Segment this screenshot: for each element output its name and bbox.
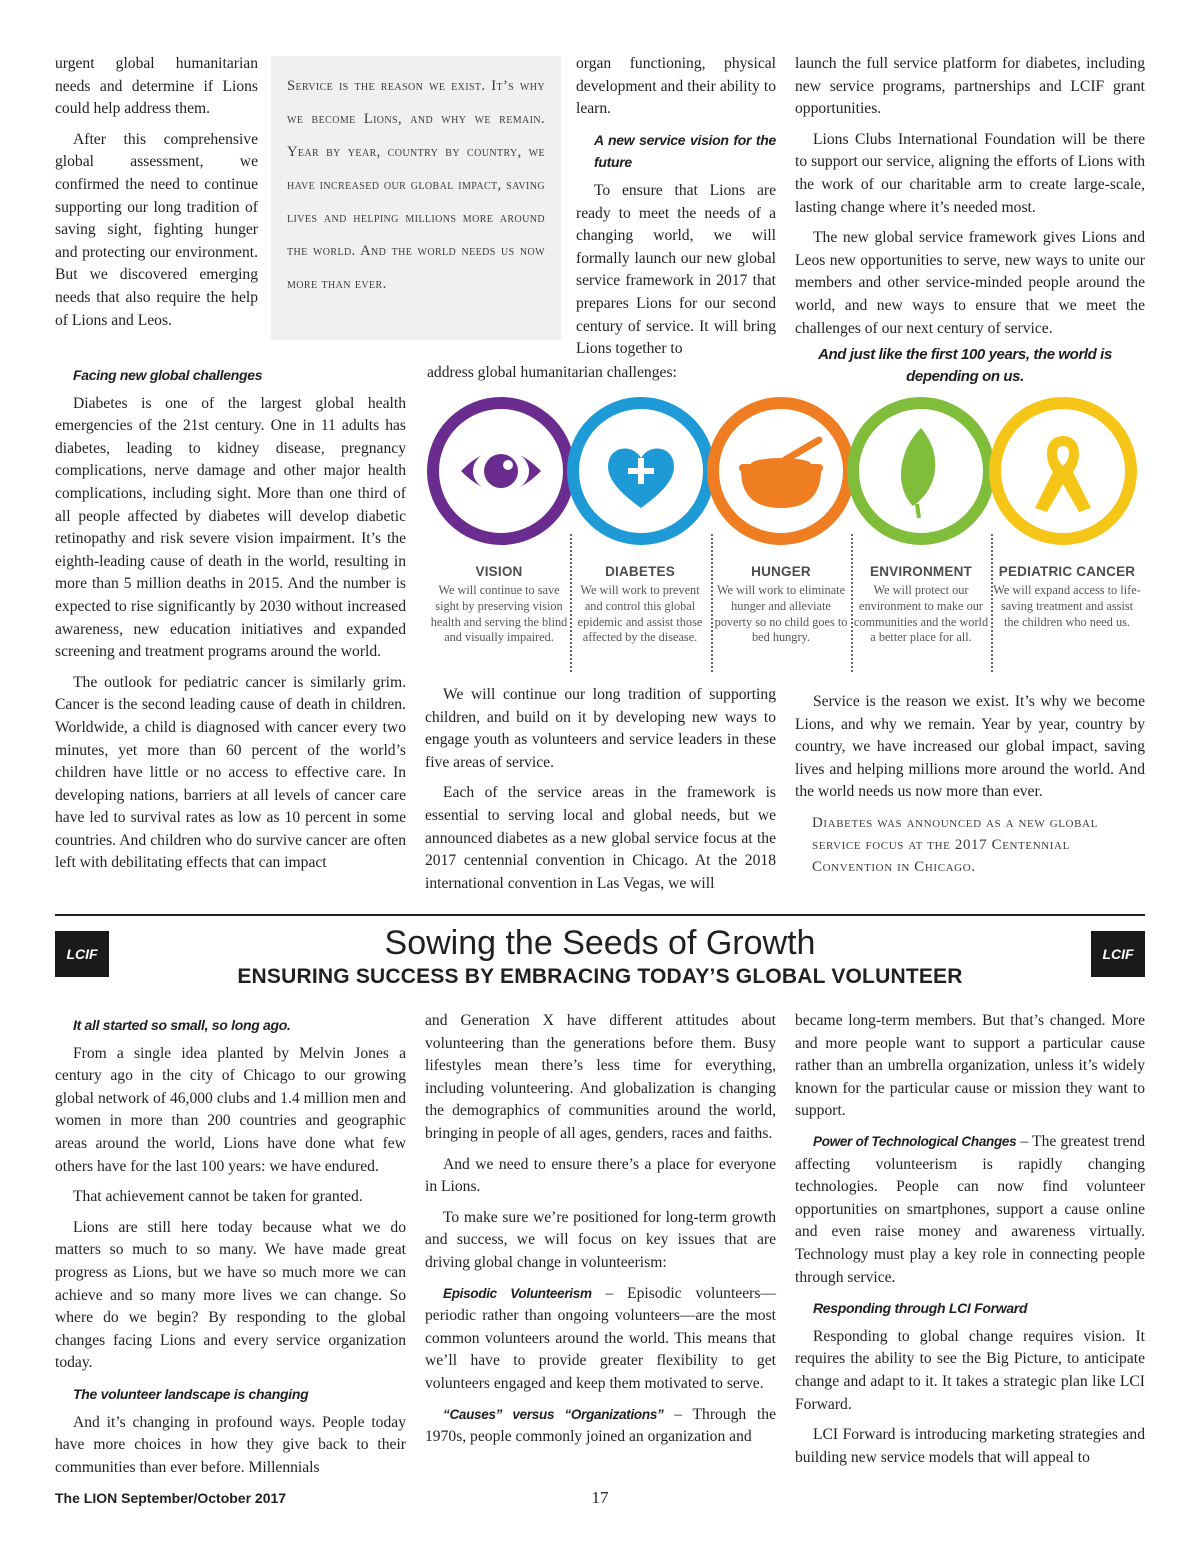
column-4-mid	[795, 691, 1145, 812]
section-heading: It all started so small, so long ago.	[73, 1017, 291, 1033]
paragraph: urgent global humanitarian needs and determine if Lions could help address them.	[55, 55, 258, 118]
paragraph: To make sure we’re positioned for long-term growth and success, we will focus on key issues that are driving global change in volunteerism:	[425, 1208, 776, 1271]
section-heading: Facing new global challenges	[73, 367, 263, 383]
service-area-name: VISION	[475, 564, 523, 579]
paragraph: and Generation X have different attitudes about volunteering than the generations before them. Busy lifestyles mean there’s less time for everything, including volunteering. And globalization is changing the demographics of communities around the world, bringing in people of all ages, genders, races and faiths.	[425, 1012, 776, 1142]
service-area-name: HUNGER	[751, 564, 811, 579]
lead-in: Power of Technological Changes	[813, 1133, 1017, 1149]
service-area-description: We will work to prevent and control this global epidemic and assist those affected by the disease.	[577, 583, 703, 645]
service-area-pediatric-cancer	[993, 564, 1141, 630]
paragraph: organ functioning, physical development and their ability to learn.	[576, 55, 776, 118]
paragraph-text: – The greatest trend affecting volunteerism is rapidly changing technologies. People can now find volunteer opportunities on smartphones, support a cause online and even raise money and awareness virtually. Technology must play a key role in connecting people through service.	[795, 1132, 1145, 1286]
paragraph-text: – Episodic volunteers—periodic rather than ongoing volunteers—are the most common volunteers around the world. This means that we’ll have to provide greater flexibility to get volunteers engaged and keep them motivated to serve.	[425, 1284, 776, 1392]
paragraph: The new global service framework gives Lions and Leos new opportunities to serve, new ways to unite our members and other service-minded people around the world, and new ways to ensure that we meet the challenges of our next century of service.	[795, 229, 1145, 337]
paragraph	[425, 1283, 776, 1396]
lcif-badge: LCIF	[1091, 931, 1145, 977]
section-heading: The volunteer landscape is changing	[73, 1385, 309, 1402]
service-area-description: We will work to eliminate hunger and alleviate poverty so no child goes to bed hungry.	[714, 583, 848, 645]
paragraph: Lions Clubs International Foundation will be there to support our service, aligning the efforts of Lions with the work of our charitable arm to create large-scale, lasting change where it’s needed most.	[795, 130, 1145, 216]
paragraph: From a single idea planted by Melvin Jones a century ago in the city of Chicago to our growing global network of 46,000 clubs and 1.4 million men and women in more than 200 countries and geographic areas around the world, Lions have done what few others have for the last 100 years: we have endured.	[55, 1044, 406, 1175]
pull-quote: Diabetes was announced as a new global service focus at the 2017 Centennial Convention in Chicago.	[812, 815, 1098, 875]
paragraph: That achievement cannot be taken for granted.	[73, 1188, 363, 1206]
column-3-continuation	[427, 362, 727, 393]
section-rule	[55, 914, 1145, 916]
column-a	[55, 1010, 406, 1487]
paragraph: The outlook for pediatric cancer is similarly grim. Cancer is the second leading cause of death in children. Worldwide, a child is diagnosed with cancer every two minutes, yet more than 60 percent of the world’s children have little or no access to effective care. In developing nations, barriers at all levels of cancer care have led to survival rates as low as 10 percent in some countries. And children who do survive cancer are often left with debilitating effects that can impact	[55, 673, 406, 872]
service-area-name: PEDIATRIC CANCER	[998, 564, 1136, 579]
section-heading: A new service vision for the future	[594, 131, 776, 171]
page-number: 17	[591, 1488, 609, 1507]
service-area-name: ENVIRONMENT	[870, 564, 972, 579]
pull-quote: Service is the reason we exist. It’s why we become Lions, and why we remain. Year by year, country by country, we have increased our global impact, saving lives and helping millions more around the world. And the world needs us now more than ever.	[271, 56, 561, 340]
article-subtitle: ENSURING SUCCESS BY EMBRACING TODAY’S GLOBAL VOLUNTEER	[237, 965, 963, 988]
service-area-vision	[430, 564, 568, 646]
column-3-top	[576, 53, 776, 361]
paragraph: Lions are still here today because what we do matters so much to so many. We have made great progress as Lions, but we have so much more we can achieve and so many more lives we can change. So where do we begin? By responding to the global changes facing Lions and every service organization today.	[55, 1218, 406, 1372]
paragraph: We will continue our long tradition of supporting children, and build on it by developing new ways to engage youth as volunteers and service leaders in these five areas of service.	[425, 686, 776, 771]
paragraph: launch the full service platform for diabetes, including new service programs, partnerships and LCIF grant opportunities.	[795, 55, 1145, 118]
service-areas-infographic	[427, 392, 1143, 682]
service-area-diabetes	[571, 564, 709, 646]
lead-in: “Causes” versus “Organizations”	[443, 1406, 664, 1422]
article-title: Sowing the Seeds of Growth	[384, 924, 816, 962]
service-area-environment	[852, 564, 990, 646]
service-area-name: DIABETES	[605, 564, 675, 579]
paragraph: Responding to global change requires vision. It requires the ability to see the Big Picture, to anticipate change and adapt to it. It takes a strategic plan like LCI Forward.	[795, 1327, 1145, 1413]
paragraph	[795, 1131, 1145, 1289]
service-areas-circles	[427, 392, 1143, 552]
column-1-lower	[55, 360, 406, 883]
paragraph: LCI Forward is introducing marketing strategies and building new service models that will appeal to	[795, 1426, 1145, 1466]
column-c	[795, 1010, 1145, 1477]
paragraph: After this comprehensive global assessment, we confirmed the need to continue supporting our long tradition of saving sight, fighting hunger and protecting our environment. But we discovered emerging needs that also require the help of Lions and Leos.	[55, 130, 258, 329]
paragraph: And we need to ensure there’s a place for everyone in Lions.	[425, 1155, 776, 1196]
service-area-description: We will expand access to life-saving treatment and assist the children who need us.	[993, 583, 1141, 629]
paragraph: became long-term members. But that’s changed. More and more people want to support a particular cause rather than an umbrella organization, unless it’s widely known for the particular cause or mission they want to support.	[795, 1012, 1145, 1120]
paragraph: Service is the reason we exist. It’s why we become Lions, and why we remain. Year by year, country by country, we have increased our global impact, saving lives and helping millions more around the world. And the world needs us now more than ever.	[795, 693, 1145, 801]
paragraph: Diabetes is one of the largest global health emergencies of the 21st century. One in 11 adults has diabetes, leading to kidney disease, pregnancy complications, nerve damage and other major health complications, including sight. More than one third of all people affected by diabetes will develop diabetic retinopathy and risk severe vision impairment. It’s the eighth-leading cause of death in the world, resulting in more than 5 million deaths in 2015. And the number is expected to rise significantly by 2030 without increased awareness, new education initiatives and expanded screening and treatment programs around the world.	[55, 394, 406, 661]
paragraph: address global humanitarian challenges:	[427, 364, 677, 381]
paragraph-text: – Through the 1970s, people commonly joined an organization and	[425, 1405, 776, 1446]
publication-footer: The LION September/October 2017	[55, 1490, 287, 1506]
lcif-badge: LCIF	[55, 931, 109, 977]
service-area-hunger	[712, 564, 850, 646]
paragraph: To ensure that Lions are ready to meet the needs of a changing world, we will formally launch our new global service framework in 2017 that prepares Lions for our second century of service. It will bring Lions together to	[576, 181, 776, 358]
paragraph: Each of the service areas in the framework is essential to serving local and global needs, but we announced diabetes as a new global service focus at the 2017 centennial convention in Chicago. At the 2018 international convention in Las Vegas, we will	[425, 784, 776, 892]
column-4-top	[795, 53, 1145, 348]
column-1-top	[55, 53, 258, 340]
column-b	[425, 1010, 776, 1457]
callout-quote: And just like the first 100 years, the world is depending on us.	[818, 346, 1112, 385]
paragraph	[425, 1404, 776, 1449]
service-area-description: We will protect our environment to make our communities and the world a better place for all.	[853, 583, 989, 645]
section-heading: Responding through LCI Forward	[813, 1300, 1028, 1317]
lead-in: Episodic Volunteerism	[443, 1285, 592, 1301]
service-area-description: We will continue to save sight by preserving vision health and serving the blind and visually impaired.	[430, 583, 568, 645]
column-3-mid	[425, 684, 776, 903]
paragraph: And it’s changing in profound ways. People today have more choices in how they give back to their communities than ever before. Millennials	[55, 1413, 406, 1476]
